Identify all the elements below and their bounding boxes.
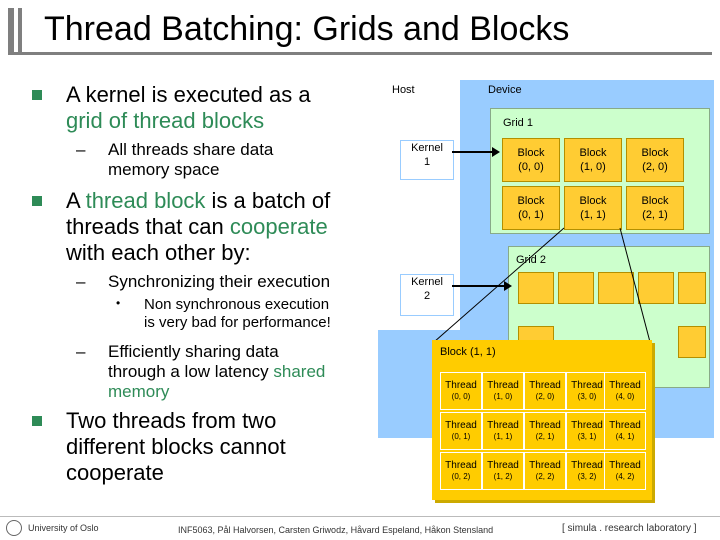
bullet-3-line3: cooperate: [66, 460, 164, 485]
bullet-2-sub-2-line2-text: through a low latency: [108, 362, 274, 381]
thread-cell: [482, 412, 524, 450]
thread-index: (0, 2): [451, 472, 471, 481]
thread-word: Thread: [487, 460, 519, 471]
kernel-2-line1: Kernel: [411, 276, 443, 288]
block-index: (1, 1): [580, 209, 606, 221]
thread-index: (2, 0): [535, 392, 555, 401]
grid-1-label: Grid 1: [503, 117, 533, 129]
footer-divider: [0, 516, 720, 517]
university-seal-icon: [6, 520, 22, 536]
thread-cell: [566, 372, 608, 410]
thread-word: Thread: [571, 460, 603, 471]
kernel-1-line1: Kernel: [411, 142, 443, 154]
bullet-3-line2: different blocks cannot: [66, 434, 286, 459]
block-index: (0, 0): [518, 161, 544, 173]
thread-cell: [482, 452, 524, 490]
thread-cell: [524, 452, 566, 490]
dash-marker: –: [76, 140, 86, 159]
bullet-2-text-a: A: [66, 188, 86, 213]
block-index: (2, 1): [642, 209, 668, 221]
thread-cell: [566, 412, 608, 450]
slide-title: Thread Batching: Grids and Blocks: [44, 10, 570, 48]
bullet-2-sub-1-sub-line1: Non synchronous execution: [144, 296, 330, 313]
block-word: Block: [579, 147, 607, 159]
bullet-2-text-c: is a batch of: [205, 188, 331, 213]
thread-word: Thread: [609, 380, 641, 391]
kernel-1-line2: 1: [423, 156, 431, 168]
thread-cell: [604, 372, 646, 410]
thread-word: Thread: [609, 420, 641, 431]
thread-word: Thread: [529, 460, 561, 471]
thread-word: Thread: [571, 380, 603, 391]
thread-word: Thread: [609, 460, 641, 471]
thread-cell: [440, 452, 482, 490]
thread-cell: [440, 412, 482, 450]
bullet-2-cooperate: cooperate: [229, 214, 328, 239]
block-word: Block: [641, 147, 669, 159]
bullet-2-line2-text: threads that can: [66, 214, 230, 239]
bullet-2-sub-2-line1: Efficiently sharing data: [108, 342, 279, 361]
grid-2-label: Grid 2: [516, 254, 546, 266]
bullet-3-line1: Two threads from two: [66, 408, 277, 433]
kernel-2-line2: 2: [423, 290, 431, 302]
thread-index: (4, 0): [615, 392, 635, 401]
thread-cell: [524, 412, 566, 450]
thread-index: (2, 1): [535, 432, 555, 441]
bullet-2-sub-1: Synchronizing their execution: [108, 272, 331, 291]
footer-authors: INF5063, Pål Halvorsen, Carsten Griwodz, Håvard Espeland, Håkon Stensland: [178, 525, 494, 535]
thread-word: Thread: [571, 420, 603, 431]
block-index: (0, 1): [518, 209, 544, 221]
thread-word: Thread: [487, 380, 519, 391]
bullet-1-sub-1-line1: All threads share data: [108, 140, 274, 159]
thread-word: Thread: [445, 380, 477, 391]
block-word: Block: [579, 195, 607, 207]
thread-index: (4, 2): [615, 472, 635, 481]
block-detail-label: Block (1, 1): [440, 346, 496, 358]
block-index: (1, 0): [580, 161, 606, 173]
thread-cell: [482, 372, 524, 410]
thread-index: (3, 0): [577, 392, 597, 401]
thread-cell: [440, 372, 482, 410]
footer-simula: [ simula . research laboratory ]: [562, 523, 697, 534]
thread-word: Thread: [445, 460, 477, 471]
thread-index: (3, 2): [577, 472, 597, 481]
thread-cell: [524, 372, 566, 410]
bullet-2-sub-2-shared: shared: [273, 362, 326, 381]
thread-word: Thread: [445, 420, 477, 431]
dash-marker: –: [76, 342, 86, 361]
thread-word: Thread: [487, 420, 519, 431]
thread-cell: [566, 452, 608, 490]
thread-word: Thread: [529, 420, 561, 431]
bullet-2-line3: with each other by:: [66, 240, 251, 265]
dash-marker: –: [76, 272, 86, 291]
block-word: Block: [517, 195, 545, 207]
thread-index: (0, 1): [451, 432, 471, 441]
bullet-1-sub-1-line2: memory space: [108, 160, 220, 179]
bullet-2-text-highlight: thread block: [85, 188, 206, 213]
thread-word: Thread: [529, 380, 561, 391]
host-label: Host: [392, 84, 415, 96]
footer-university: University of Oslo: [28, 523, 99, 533]
device-label: Device: [488, 84, 522, 96]
thread-index: (1, 1): [493, 432, 513, 441]
bullet-1-line2: grid of thread blocks: [66, 108, 265, 133]
bullet-1-line1: A kernel is executed as a: [66, 82, 311, 107]
thread-index: (4, 1): [615, 432, 635, 441]
thread-index: (1, 0): [493, 392, 513, 401]
thread-index: (2, 2): [535, 472, 555, 481]
thread-cell: [604, 452, 646, 490]
thread-index: (3, 1): [577, 432, 597, 441]
bullet-2-sub-2-line3: memory: [108, 382, 170, 401]
thread-index: (0, 0): [451, 392, 471, 401]
thread-index: (1, 2): [493, 472, 513, 481]
block-word: Block: [641, 195, 669, 207]
thread-cell: [604, 412, 646, 450]
bullet-2-sub-1-sub-line2: is very bad for performance!: [144, 314, 331, 331]
dot-marker: •: [116, 296, 121, 310]
block-index: (2, 0): [642, 161, 668, 173]
block-word: Block: [517, 147, 545, 159]
